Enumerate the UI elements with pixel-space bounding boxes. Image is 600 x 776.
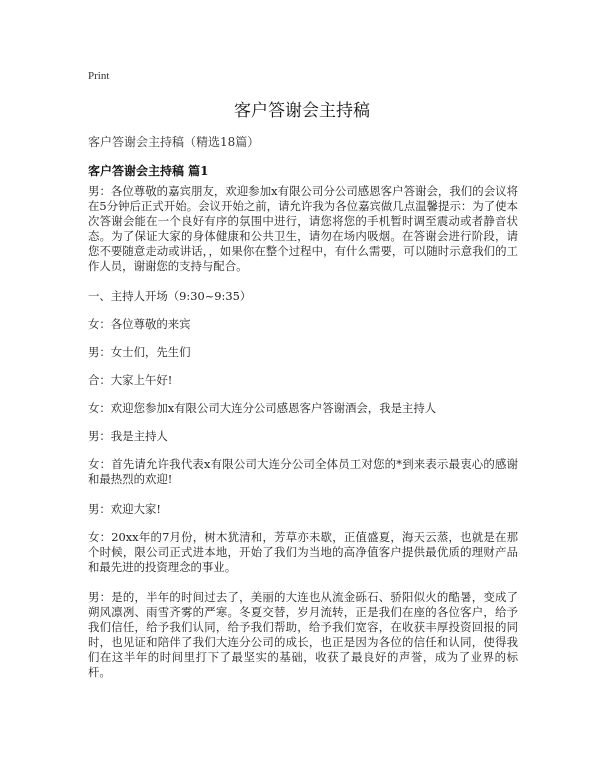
paragraph-line: 男：是的，半年的时间过去了，美丽的大连也从流金砾石、骄阳似火的酷暑，变成了朔风凛冽、雨雪齐雾的严寒。冬夏交替，岁月流转，正是我们在座的各位客户，给予我们信任，给予我们认同，给予我们帮助，给予我们宽容，在收获丰厚投资回报的同时，也见证和陪伴了我们大连分公司的成长，也正是因为各位的信任和认同，使得我们在这半年的时间里打下了最坚实的基础，收获了最良好的声誉，成为了业界的标杆。 <box>88 590 518 679</box>
paragraph-line: 女：欢迎您参加x有限公司大连分公司感恩客户答谢酒会，我是主持人 <box>88 401 437 415</box>
paragraph-line: 男：欢迎大家! <box>88 502 161 516</box>
paragraph-line: 男：我是主持人 <box>88 429 168 443</box>
paragraph-line: 女：首先请允许我代表x有限公司大连分公司全体员工对您的*到来表示最衷心的感谢和最热烈的欢迎! <box>88 457 518 486</box>
paragraph-line: 男：女士们，先生们 <box>88 345 191 359</box>
document-subtitle: 客户答谢会主持稿（精选18篇） <box>88 135 260 149</box>
paragraph-intro: 男：各位尊敬的嘉宾朋友，欢迎参加x有限公司分公司感恩客户答谢会，我们的会议将在5分钟后正式开始。会议开始之前，请允许我为各位嘉宾做几点温馨提示：为了使本次答谢会能在一个良好有序的氛围中进行，请您将您的手机暂时调至震动或者静音状态。为了保证大家的身体健康和公共卫生，请勿在场内吸烟。在答谢会进行阶段，请您不要随意走动或讲话，，如果你在整个过程中，有什么需要，可以随时示意我们的工作人员，谢谢您的支持与配合。 <box>88 184 518 273</box>
paragraph-line: 合：大家上午好! <box>88 373 173 387</box>
print-label: Print <box>88 70 110 82</box>
document-body <box>88 184 518 695</box>
paragraph-line: 女：各位尊敬的来宾 <box>88 317 191 331</box>
paragraph-line: 女：20xx年的7月份，树木犹清和，芳草亦未歇，正值盛夏，海天云蒸，也就是在那个时候，限公司正式进本地，开始了我们为当地的高净值客户提供最优质的理财产品和最先进的投资理念的事业。 <box>88 530 518 574</box>
document-title: 客户答谢会主持稿 <box>234 101 370 121</box>
section-heading: 客户答谢会主持稿 篇1 <box>88 164 209 178</box>
paragraph-opening-heading: 一、主持人开场（9:30~9:35） <box>88 289 252 303</box>
